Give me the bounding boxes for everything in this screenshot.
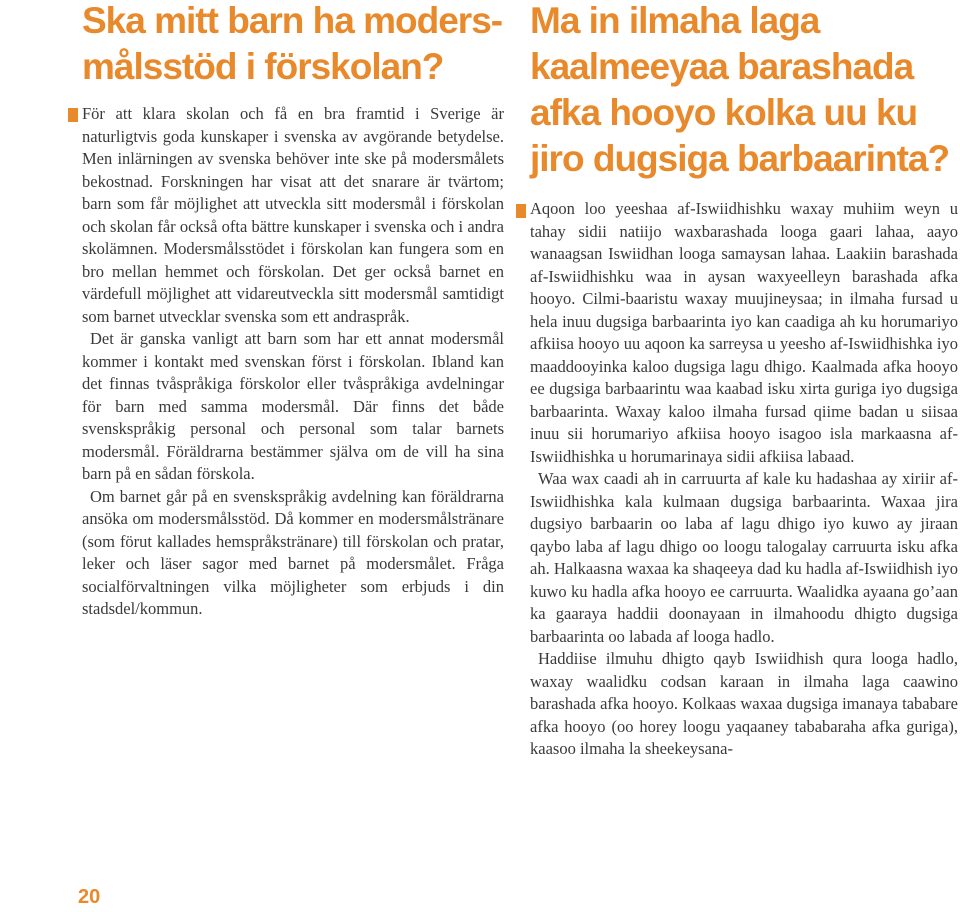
swedish-heading-line1: Ska mitt barn ha moders- <box>82 0 503 41</box>
somali-heading-line1: Ma in ilmaha laga <box>530 0 820 41</box>
somali-paragraph-3: Haddiise ilmuhu dhigto qayb Iswiidhish qura looga hadlo, waxay waalidku codsan karaan in ilmaha laga caawino barashada afka hooyo. Kolkaas waxaa dugsiga imanaya tababare afka hooyo (oo horey loogu yaqaaney tababaraha afka guriga), kaasoo ilmaha la sheekeysana- <box>530 649 958 758</box>
page-number: 20 <box>78 886 101 908</box>
section-marker-right <box>516 204 526 218</box>
section-marker-left <box>68 108 78 122</box>
somali-heading-line2: kaalmeeyaa barashada <box>530 46 914 87</box>
swedish-paragraph-2: Det är ganska vanligt att barn som har ett annat modersmål kommer i kontakt med svenskan först i förskolan. Ibland kan det finnas tvåspråkiga förskolor eller tvåspråkiga avdelningar för barn med samma modersmål. Där finns det både svenskspråkig personal och personal som talar barnets modersmål. Föräldrarna bestämmer själva om de vill ha sina barn på en sådan förskola. <box>82 329 504 483</box>
swedish-body <box>82 103 504 621</box>
somali-heading-line3: afka hooyo kolka uu ku <box>530 92 918 133</box>
somali-body <box>530 198 958 761</box>
somali-paragraph-1: Aqoon loo yeeshaa af-Iswiidhishku waxay muhiim weyn u tahay sidii natiijo waxbarashada looga gaari lahaa, aayo wanaagsan Iswiidhan looga samaysan lahaa. Laakiin barashada af-Iswiidhishku waa in aysan waxyeelleyn barashada afka hooyo. Cilmi-baaristu waxay muujineysaa; in ilmaha fursad u hela inuu dugsiga barbaarinta iyo kan caadiga ah ku horumariyo afkiisa hooyo uu aqoon ka sarreysa u yeesho af-Iswiidhishka iyo maaddooyinka kaloo dugsiga lagu dhigo. Kaalmada afka hooyo ee dugsiga barbaarintu waa kaabad isku xirta guriga iyo dugsiga barbaarinta. Waxay kaloo ilmaha fursad qiime badan u siisaa inuu sii horumariyo afkiisa hooyo isagoo isla markaasna af-Iswiidhishka u horumarinaya sidii afkiisa labaad. <box>530 199 958 466</box>
somali-heading-line4: jiro dugsiga barbaarinta? <box>530 138 950 179</box>
swedish-heading-line2: målsstöd i förskolan? <box>82 46 444 87</box>
somali-paragraph-2: Waa wax caadi ah in carruurta af kale ku hadashaa ay xiriir af-Iswiidhishka kala kulmaan dugsiga barbaarinta. Waxaa jira dugsiyo barbaarin oo laba af lagu dhigo iyo kuwo ay jiraan qaybo laba af lagu dhigo oo loogu talogalay carruurta isku afka ah. Halkaasna waxaa ka shaqeeya dad ku hadla af-Iswiidhish iyo kuwo ku hadla afka hooyo ee carruurta. Waalidka ayaana go’aan ka gaaraya haddii doonayaan in ilmahoodu dhigto dugsiga barbaarinta oo labada af looga hadlo. <box>530 469 958 646</box>
somali-column <box>530 0 958 758</box>
somali-heading <box>530 0 958 182</box>
swedish-paragraph-1: För att klara skolan och få en bra framtid i Sverige är naturligtvis goda kunskaper i svenska av avgörande betydelse. Men inlärningen av svenska behöver inte ske på modersmålets bekostnad. Forskningen har visat att det snarare är tvärtom; barn som får möjlighet att utveckla sitt modersmål i förskolan och skolan får också ofta bättre kunskaper i svenska och i andra skolämnen. Modersmålsstödet i förskolan kan fungera som en bro mellan hemmet och förskolan. Det ger också barnet en värdefull möjlighet att vidareutveckla sitt modersmål samtidigt som barnet utvecklar svenska som ett andraspråk. <box>82 104 504 326</box>
swedish-column <box>82 0 504 618</box>
swedish-paragraph-3: Om barnet går på en svenskspråkig avdelning kan föräldrarna ansöka om modersmålsstöd. Då kommer en modersmålstränare (som förut kallades hemspråkstränare) till förskolan och pratar, leker och läser sagor med barnet på modersmålet. Fråga socialförvaltningen vilka möjligheter som erbjuds i din stadsdel/kommun. <box>82 486 504 618</box>
swedish-heading <box>82 0 504 90</box>
